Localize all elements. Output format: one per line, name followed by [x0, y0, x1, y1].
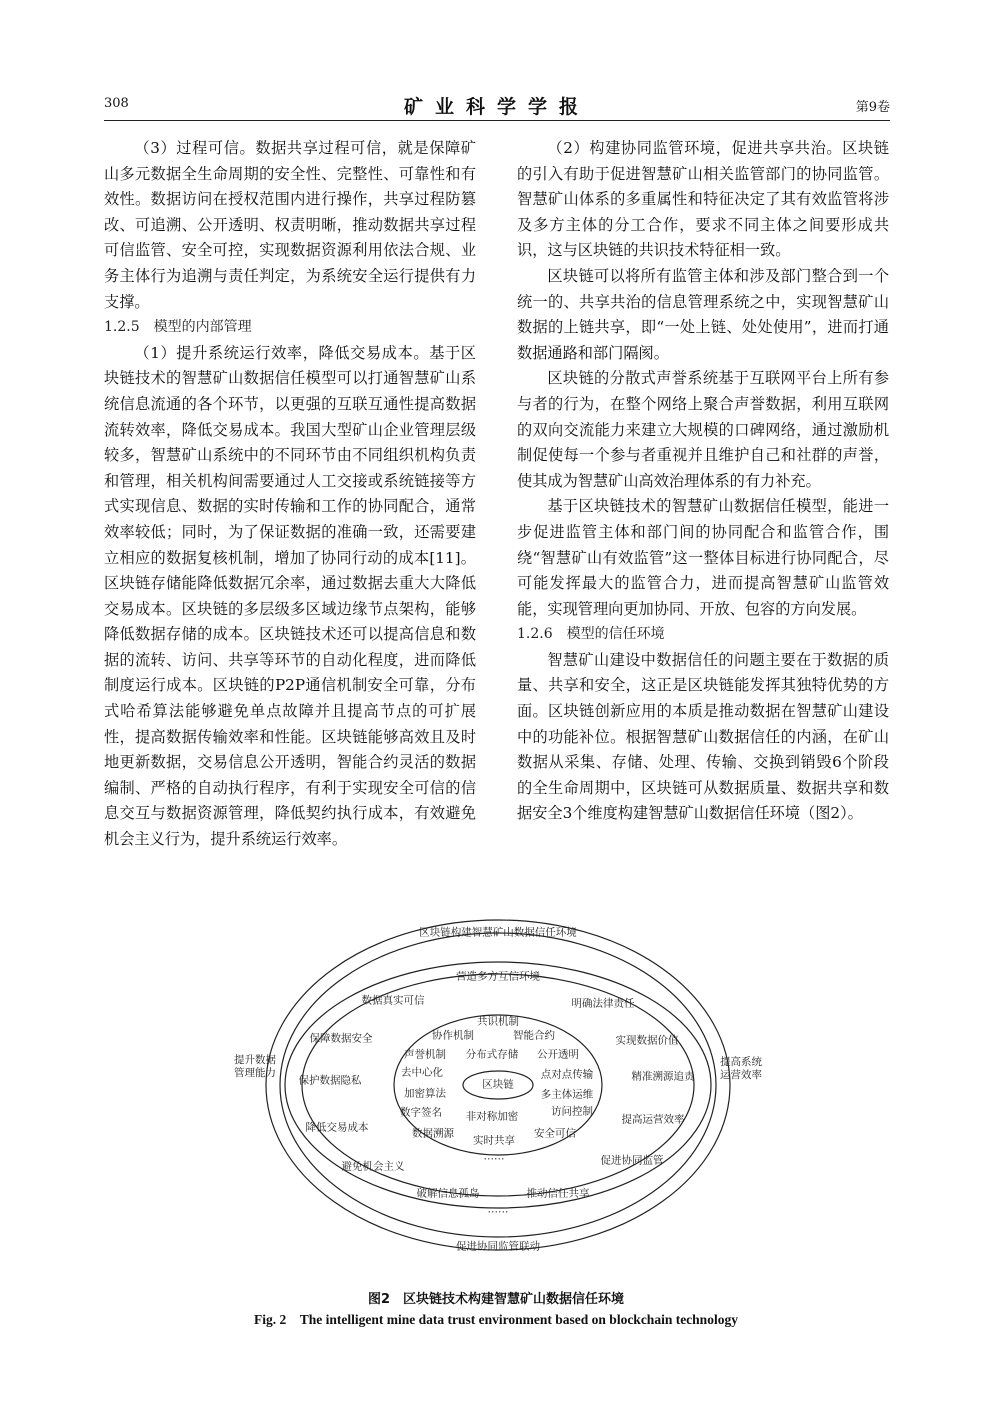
inner-ring-label: 点对点传输 [540, 1068, 594, 1081]
section-heading: 1.2.5 模型的内部管理 [104, 319, 252, 336]
left-column [104, 136, 476, 853]
outer-ring-title: 区块链构建智慧矿山数据信任环境 [419, 926, 577, 939]
middle-ring-label: 促进协同监管 [600, 1154, 664, 1167]
inner-ring-label: 去中心化 [401, 1066, 443, 1079]
journal-title: 矿业科学学报 [403, 96, 590, 118]
inner-ring-label: 数字签名 [400, 1106, 442, 1119]
middle-ring-label: 降低交易成本 [305, 1121, 369, 1134]
inner-ring-label: …… [483, 1150, 505, 1163]
paragraph: 区块链可以将所有监管主体和涉及部门整合到一个统一的、共享共治的信息管理系统之中，实现智慧矿山数据的上链共享，即“一处上链、处处使用”，进而打通数据通路和部门隔阂。 [517, 266, 889, 362]
middle-ring-label: 实现数据价值 [615, 1034, 679, 1047]
middle-ring-label: 明确法律责任 [571, 997, 635, 1010]
middle-ring-label: 破解信息孤岛 [416, 1187, 480, 1200]
inner-ring-label: 实时共享 [473, 1134, 515, 1147]
inner-ring-label: 多主体运维 [540, 1088, 594, 1101]
inner-ring-label: 智能合约 [513, 1029, 555, 1042]
section-heading: 1.2.6 模型的信任环境 [517, 626, 665, 643]
page-header [104, 90, 890, 121]
outer-ring-left-label: 提升数据管理能力 [234, 1054, 276, 1079]
inner-ring-label: 声誉机制 [404, 1048, 446, 1061]
middle-ring-label: 提高运营效率 [621, 1113, 685, 1126]
middle-ring-label: …… [487, 1203, 509, 1216]
figure-caption-cn: 图2 区块链技术构建智慧矿山数据信任环境 [367, 1292, 625, 1307]
page-number: 308 [104, 96, 129, 111]
middle-ring-title: 营造多方互信环境 [456, 970, 540, 983]
paragraph: （2）构建协同监管环境，促进共享共治。区块链的引入有助于促进智慧矿山相关监管部门的协同监管。智慧矿山体系的多重属性和特征决定了其有效监管将涉及多方主体的分工合作，要求不同主体之间要形成共识，这与区块链的共识技术特征相一致。 [517, 139, 889, 260]
middle-ring-label: 数据真实可信 [361, 994, 425, 1007]
outer-ring-right-label: 提高系统运营效率 [720, 1056, 762, 1081]
paragraph: 区块链的分散式声誉系统基于互联网平台上所有参与者的行为，在整个网络上聚合声誉数据，利用互联网的双向交流能力来建立大规模的口碑网络，通过激励机制促使每一个参与者重视并且维护自己和社群的声誉，使其成为智慧矿山高效治理体系的有力补充。 [517, 369, 889, 490]
paragraph: 基于区块链技术的智慧矿山数据信任模型，能进一步促进监管主体和部门间的协同配合和监管合作，围绕“智慧矿山有效监管”这一整体目标进行协同配合，尽可能发挥最大的监管合力，进而提高智慧矿山监管效能，实现管理向更加协同、开放、包容的方向发展。 [517, 497, 889, 618]
outer-ring-bottom-label: 促进协同监管联动 [456, 1240, 540, 1253]
inner-ring-label: 协作机制 [432, 1029, 474, 1042]
volume-label: 第9卷 [855, 100, 890, 115]
inner-ring-label: 非对称加密 [465, 1110, 519, 1123]
paragraph: 智慧矿山建设中数据信任的问题主要在于数据的质量、共享和安全，这正是区块链能发挥其独特优势的方面。区块链创新应用的本质是推动数据在智慧矿山建设中的功能补位。根据智慧矿山数据信任的内涵，在矿山数据从采集、存储、处理、传输、交换到销毁6个阶段的全生命周期中，区块链可从数据质量、数据共享和数据安全3个维度构建智慧矿山数据信任环境（图2）。 [517, 650, 889, 823]
center-label: 区块链 [482, 1078, 514, 1091]
paragraph: （3）过程可信。数据共享过程可信，就是保障矿山多元数据全生命周期的安全性、完整性、可靠性和有效性。数据访问在授权范围内进行操作，共享过程防篡改、可追溯、公开透明、权责明晰，推动数据共享过程可信监管、安全可控，实现数据资源利用依法合规、业务主体行为追溯与责任判定，为系统安全运行提供有力支撑。 [104, 139, 476, 311]
middle-ring-label: 保护数据隐私 [298, 1074, 362, 1087]
paragraph: （1）提升系统运行效率，降低交易成本。基于区块链技术的智慧矿山数据信任模型可以打通智慧矿山系统信息流通的各个环节，以更强的互联互通性提高数据流转效率，降低交易成本。我国大型矿山企业管理层级较多，智慧矿山系统中的不同环节由不同组织机构负责和管理，相关机构间需要通过人工交接或系统链接等方式实现信息、数据的实时传输和工作的协同配合，通常效率较低；同时，为了保证数据的准确一致，还需要建立相应的数据复核机制，增加了协同行动的成本[11]。区块链存储能降低数据冗余率，通过数据去重大大降低交易成本。区块链的多层级多区域边缘节点架构，能够降低数据存储的成本。区块链技术还可以提高信息和数据的流转、访问、共享等环节的自动化程度，进而降低制度运行成本。区块链的P2P通信机制安全可靠，分布式哈希算法能够避免单点故障并且提高节点的可扩展性，提高数据传输效率和性能。区块链能够高效且及时地更新数据，交易信息公开透明，智能合约灵活的数据编制、严格的自动执行程序，有利于实现安全可信的信息交互与数据资源管理，降低契约执行成本，有效避免机会主义行为，提升系统运行效率。 [104, 343, 476, 849]
inner-ring-label: 加密算法 [404, 1087, 446, 1100]
middle-ring-label: 精准溯源追责 [631, 1070, 695, 1083]
inner-ring-label: 数据溯源 [412, 1127, 454, 1140]
inner-ring-label: 共识机制 [477, 1015, 519, 1028]
middle-ring-label: 避免机会主义 [341, 1160, 405, 1173]
inner-ring-label: 分布式存储 [465, 1048, 519, 1061]
inner-ring-label: 公开透明 [537, 1048, 579, 1061]
figure-caption-en: Fig. 2 The intelligent mine data trust environment based on blockchain technology [254, 1312, 738, 1327]
inner-ring-label: 访问控制 [551, 1105, 593, 1118]
middle-ring-label: 保障数据安全 [309, 1032, 373, 1045]
right-column [517, 136, 889, 827]
inner-ring-label: 安全可信 [534, 1127, 576, 1140]
middle-ring-label: 推动信任共享 [526, 1187, 590, 1200]
figure-2 [234, 905, 762, 1265]
